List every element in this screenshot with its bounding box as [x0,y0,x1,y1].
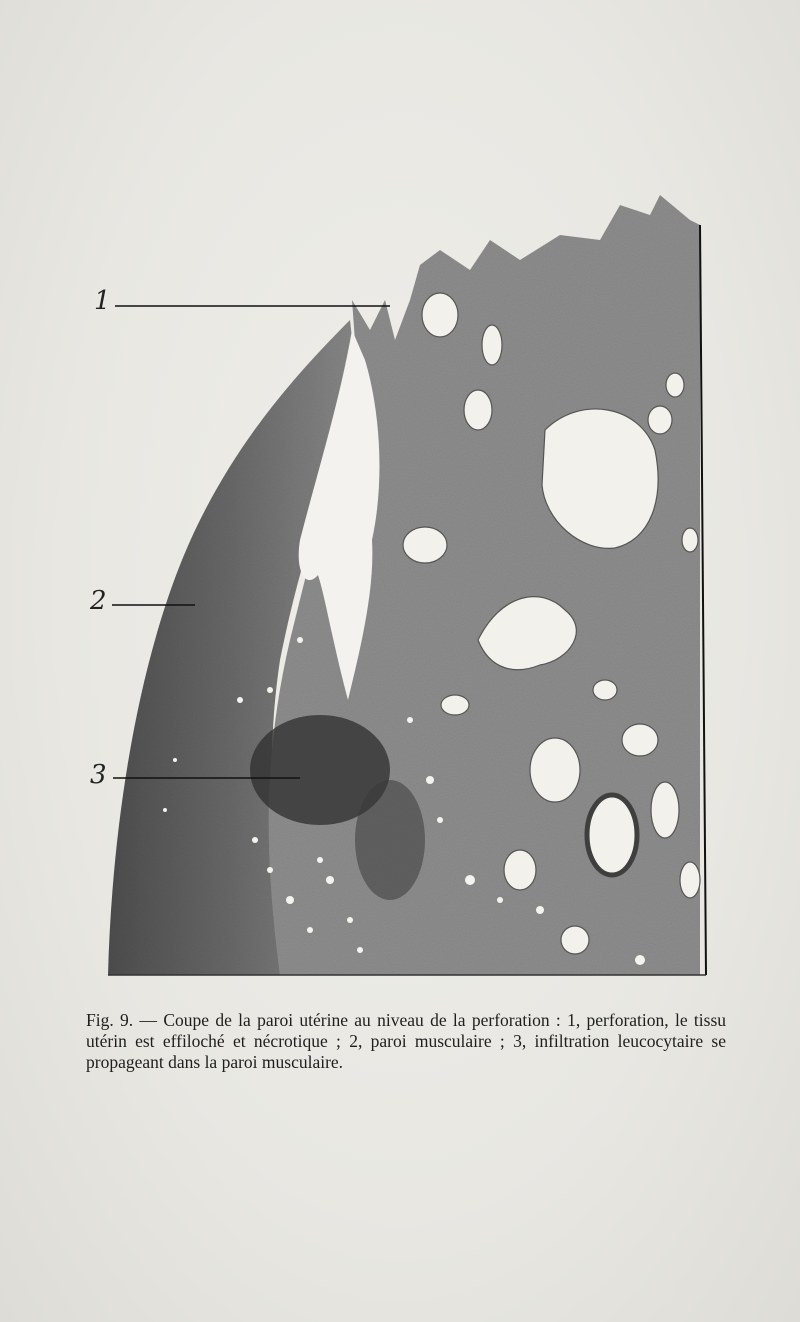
caption-fig-ref: Fig. 9. [86,1010,134,1030]
figure-caption [86,1010,726,1073]
caption-text: Coupe de la paroi utérine au niveau de la perforation : 1, perforation, le tissu utérin est effiloché et nécrotique ; 2, paroi musculaire ; 3, infiltration leucocytaire se propageant dans la paroi musculaire. [86,1010,727,1072]
figure-border-line [700,225,706,975]
figure-label-1: 1 [94,286,111,316]
infiltration-spread [355,780,425,900]
caption-dash: — [139,1010,157,1030]
figure-label-3: 3 [90,760,107,790]
figure-label-2: 2 [90,586,107,616]
